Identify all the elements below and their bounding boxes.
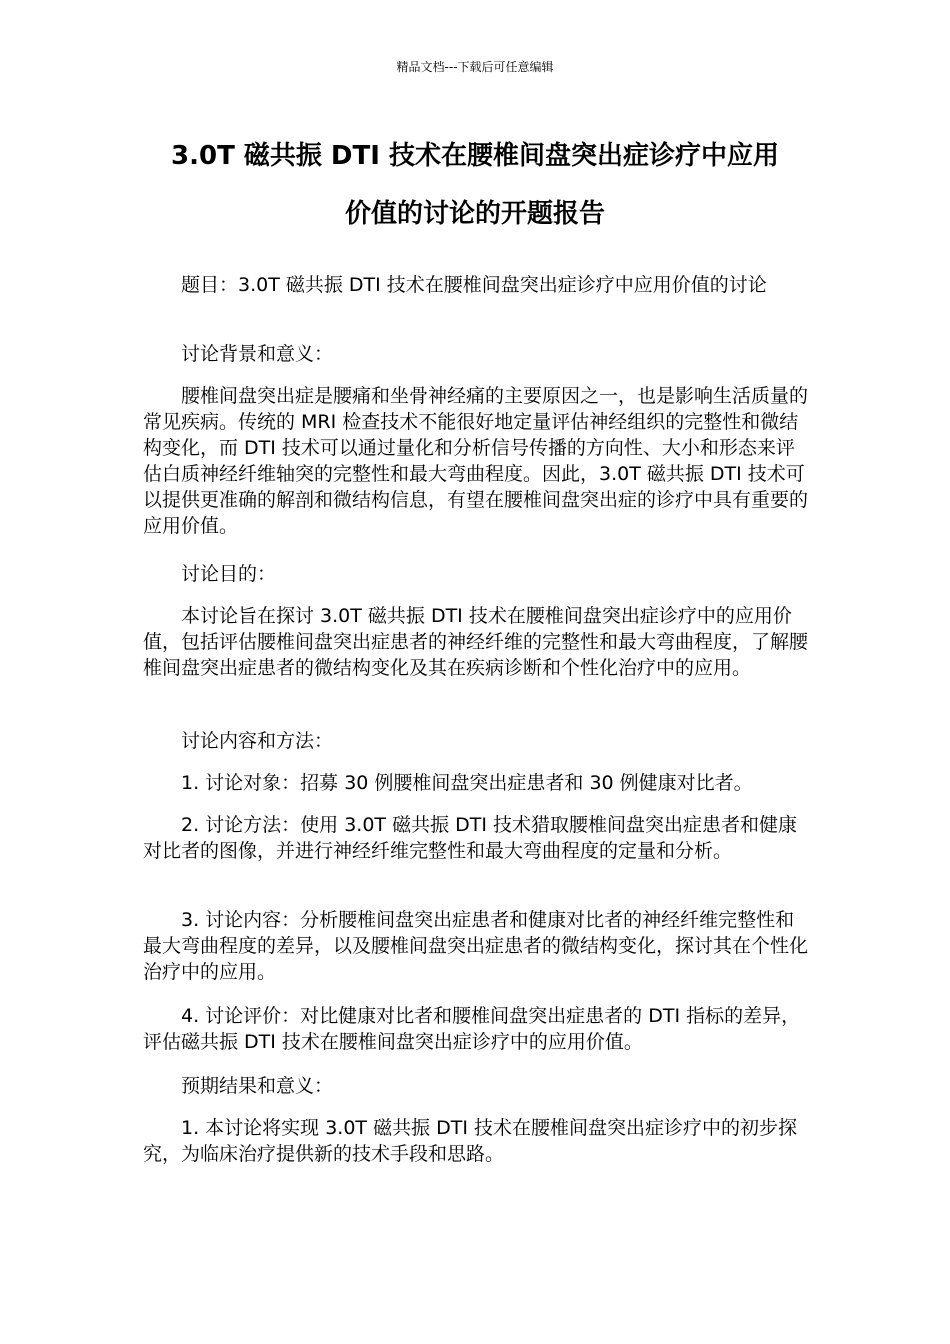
body-list-item-expected-1 [143,1115,808,1167]
heading-purpose: 讨论目的： [181,563,277,585]
paragraph-purpose: 本讨论旨在探讨 3.0T 磁共振 DTI 技术在腰椎间盘突出症诊疗中的应用价值，包括评估腰椎间盘突出症患者的神经纤维的完整性和最大弯曲程度，了解腰椎间盘突出症患者的微结构变化及其在疾病诊断和个性化治疗中的应用。 [143,605,809,679]
body-list-item-2 [143,812,808,864]
heading-methods: 讨论内容和方法： [181,730,334,752]
heading-background: 讨论背景和意义： [181,343,334,365]
paragraph-topic: 题目：3.0T 磁共振 DTI 技术在腰椎间盘突出症诊疗中应用价值的讨论 [181,274,767,296]
body-list-item-1 [143,770,808,796]
page-header: 精品文档---下载后可任意编辑 [396,60,554,74]
paragraph-background: 腰椎间盘突出症是腰痛和坐骨神经痛的主要原因之一，也是影响生活质量的常见疾病。传统的 MRI 检查技术不能很好地定量评估神经组织的完整性和微结构变化，而 DTI 技术可以通过量化和分析信号传播的方向性、大小和形态来评估白质神经纤维轴突的完整性和最大弯曲程度。因此，3.0T 磁共振 DTI 技术可以提供更准确的解剖和微结构信息，有望在腰椎间盘突出症的诊疗中具有重要的应用价值。 [143,385,809,537]
list-item-evaluation: 4. 讨论评价：对比健康对比者和腰椎间盘突出症患者的 DTI 指标的差异，评估磁共振 DTI 技术在腰椎间盘突出症诊疗中的应用价值。 [143,1005,801,1053]
document-title-line-2: 价值的讨论的开题报告 [344,199,605,229]
heading-expected: 预期结果和意义： [181,1075,334,1097]
body-paragraph-purpose [143,603,808,681]
list-item-method: 2. 讨论方法：使用 3.0T 磁共振 DTI 技术猎取腰椎间盘突出症患者和健康对比者的图像，并进行神经纤维完整性和最大弯曲程度的定量和分析。 [143,814,797,862]
body-section-purpose-heading [143,561,808,587]
body-paragraph-background [143,383,808,539]
list-item-subjects: 1. 讨论对象：招募 30 例腰椎间盘突出症患者和 30 例健康对比者。 [181,772,753,794]
body-section-background-heading [143,341,808,367]
list-item-content: 3. 讨论内容：分析腰椎间盘突出症患者和健康对比者的神经纤维完整性和最大弯曲程度的差异，以及腰椎间盘突出症患者的微结构变化，探讨其在个性化治疗中的应用。 [143,909,809,983]
body-list-item-3 [143,907,808,985]
body-list-item-4 [143,1003,808,1055]
body-section-expected-heading [143,1073,808,1099]
body-paragraph-topic [143,272,808,298]
document-title-line-1: 3.0T 磁共振 DTI 技术在腰椎间盘突出症诊疗中应用 [171,141,779,171]
list-item-expected: 1. 本讨论将实现 3.0T 磁共振 DTI 技术在腰椎间盘突出症诊疗中的初步探究，为临床治疗提供新的技术手段和思路。 [143,1117,797,1165]
body-section-methods-heading [143,728,808,754]
